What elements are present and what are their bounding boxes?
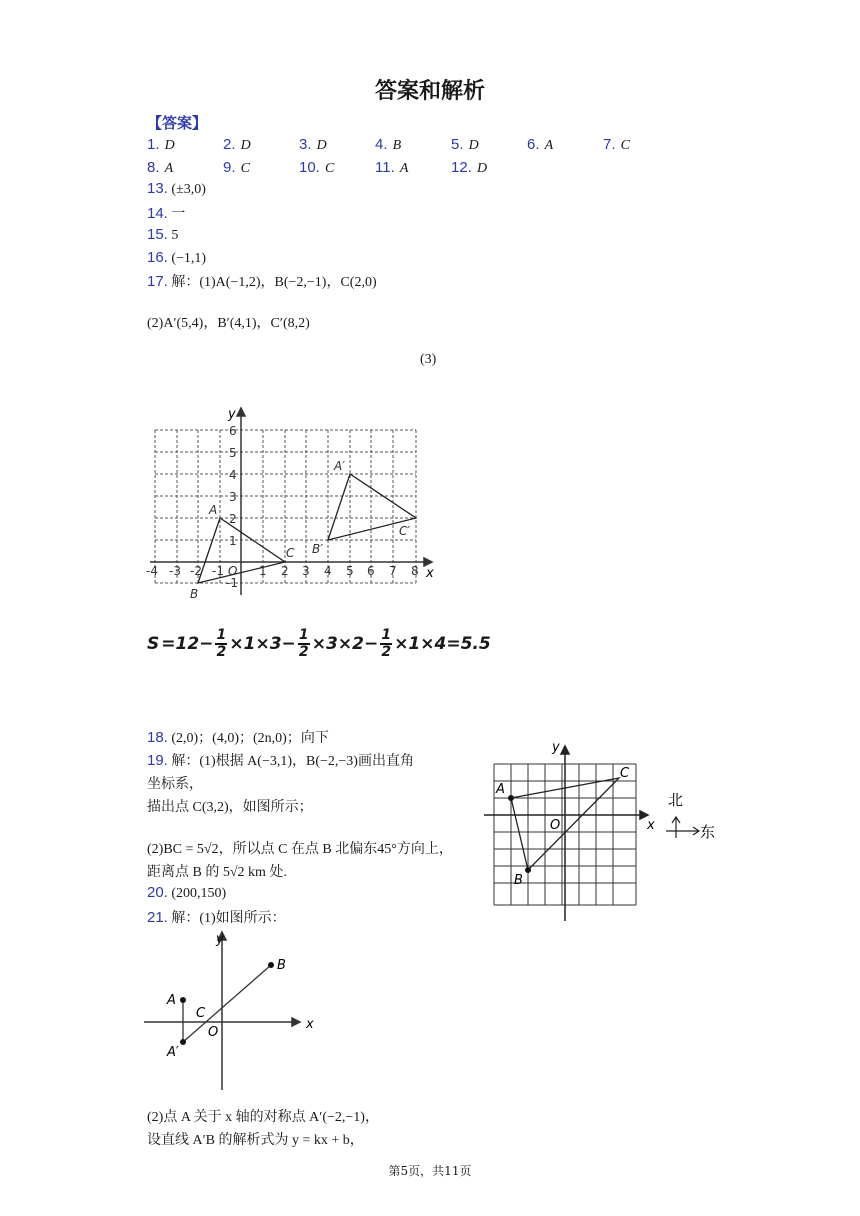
x-tick-labels bbox=[146, 564, 419, 578]
svg-text:C′: C′ bbox=[399, 524, 411, 538]
answer-heading: 【答案】 bbox=[147, 114, 208, 132]
answer-19-line4: (2)BC = 5√2，所以点 C 在点 B 北偏东45°方向上， bbox=[147, 842, 453, 857]
svg-text:C: C bbox=[196, 1006, 206, 1021]
svg-text:-1: -1 bbox=[226, 576, 238, 590]
compass-icon bbox=[666, 817, 699, 838]
segments bbox=[183, 965, 271, 1042]
svg-text:B: B bbox=[514, 873, 523, 888]
answer-21-part3: 设直线 A′B 的解析式为 y = kx + b， bbox=[147, 1133, 364, 1148]
answer-19: 19. 解：(1)根据 A(−3,1)，B(−2,−3)画出直角 bbox=[147, 752, 414, 769]
answer-16: 16. (−1,1) bbox=[147, 249, 207, 266]
point-a bbox=[508, 795, 514, 801]
fraction-half: $\frac{1}{2}$ bbox=[216, 627, 227, 660]
svg-text:A: A bbox=[496, 782, 505, 797]
answer-19-line3: 描出点 C(3,2)，如图所示； bbox=[147, 800, 313, 815]
svg-text:1: 1 bbox=[229, 534, 237, 548]
answer-item: 9. C bbox=[223, 159, 250, 176]
answer-17-part2: (2)A′(5,4)，B′(4,1)，C′(8,2) bbox=[147, 316, 310, 331]
answer-19-line2: 坐标系， bbox=[147, 777, 203, 792]
answer-item: 8. A bbox=[147, 159, 174, 176]
answer-item: 10. C bbox=[299, 159, 335, 176]
svg-text:y: y bbox=[216, 932, 224, 947]
svg-text:5: 5 bbox=[346, 564, 354, 578]
svg-text:2: 2 bbox=[229, 512, 237, 526]
svg-text:4: 4 bbox=[229, 468, 237, 482]
axes bbox=[144, 932, 300, 1090]
y-axis-label: y bbox=[228, 407, 236, 422]
svg-text:A′: A′ bbox=[334, 459, 345, 473]
svg-text:B: B bbox=[277, 958, 286, 973]
svg-text:1: 1 bbox=[259, 564, 267, 578]
answer-21: 21. 解：(1)如图所示： bbox=[147, 909, 286, 926]
answer-20: 20. (200,150) bbox=[147, 884, 227, 901]
svg-text:6: 6 bbox=[367, 564, 375, 578]
svg-text:A: A bbox=[209, 503, 218, 517]
page-footer: 第5页，共11页 bbox=[388, 1164, 472, 1178]
svg-text:5: 5 bbox=[229, 446, 237, 460]
figure-2-grid bbox=[480, 738, 725, 928]
svg-text:y: y bbox=[552, 740, 560, 755]
svg-text:B′: B′ bbox=[312, 542, 323, 556]
north-label: 北 bbox=[668, 791, 684, 809]
answer-21-part2: (2)点 A 关于 x 轴的对称点 A′(−2,−1)， bbox=[147, 1110, 379, 1125]
answer-item: 1. D bbox=[147, 136, 175, 153]
fraction-half: $\frac{1}{2}$ bbox=[381, 627, 392, 660]
answer-13: 13. (±3,0) bbox=[147, 180, 206, 197]
svg-text:4: 4 bbox=[324, 564, 332, 578]
svg-text:C: C bbox=[620, 766, 630, 781]
answer-item: 2. D bbox=[223, 136, 251, 153]
figure-3-axes bbox=[140, 928, 320, 1093]
answer-item: 4. B bbox=[375, 136, 402, 153]
svg-text:x: x bbox=[306, 1017, 314, 1032]
x-axis-label: x bbox=[426, 566, 434, 581]
svg-text:6: 6 bbox=[229, 424, 237, 438]
answer-18: 18. (2,0)；(4,0)；(2n,0)；向下 bbox=[147, 729, 329, 746]
answer-item: 6. A bbox=[527, 136, 554, 153]
point-labels bbox=[190, 459, 410, 601]
svg-text:3: 3 bbox=[229, 490, 237, 504]
svg-text:C: C bbox=[286, 546, 295, 560]
svg-text:3: 3 bbox=[302, 564, 310, 578]
answer-row-2 bbox=[147, 157, 527, 177]
svg-text:O: O bbox=[550, 818, 561, 833]
svg-text:x: x bbox=[647, 818, 655, 833]
svg-text:8: 8 bbox=[411, 564, 419, 578]
svg-text:-3: -3 bbox=[169, 564, 181, 578]
figure-1-coordinate-grid bbox=[140, 400, 440, 605]
answer-row-1 bbox=[147, 134, 679, 154]
answer-item: 12. D bbox=[451, 159, 488, 176]
point-b bbox=[525, 867, 531, 873]
grid-lines bbox=[155, 430, 416, 583]
point-a bbox=[180, 997, 186, 1003]
point-a-prime bbox=[180, 1039, 186, 1045]
answer-15: 15. 5 bbox=[147, 226, 179, 243]
svg-text:7: 7 bbox=[389, 564, 397, 578]
answer-item: 3. D bbox=[299, 136, 327, 153]
answer-item: 11. A bbox=[375, 159, 409, 176]
page-title: 答案和解析 bbox=[374, 79, 485, 104]
svg-text:-1: -1 bbox=[212, 564, 224, 578]
svg-text:O: O bbox=[208, 1025, 219, 1040]
svg-text:-2: -2 bbox=[190, 564, 202, 578]
svg-text:A′: A′ bbox=[167, 1045, 179, 1060]
answer-17: 17. 解：(1)A(−1,2)，B(−2,−1)，C(2,0) bbox=[147, 273, 377, 290]
svg-text:B: B bbox=[190, 587, 199, 601]
svg-text:A: A bbox=[167, 993, 176, 1008]
answer-14: 14. 一 bbox=[147, 205, 186, 222]
svg-text:2: 2 bbox=[281, 564, 289, 578]
area-formula: S =12− $\frac{1}{2}$ ×1×3− $\frac{1}{2}$ ×3×2− $\frac{1}{2}$ ×1×4=5.5 bbox=[147, 627, 491, 660]
point-b bbox=[268, 962, 274, 968]
answer-item: 5. D bbox=[451, 136, 479, 153]
svg-text:O: O bbox=[228, 564, 238, 578]
east-label: 东 bbox=[700, 823, 716, 841]
fraction-half: $\frac{1}{2}$ bbox=[298, 627, 309, 660]
answer-17-part3: (3) bbox=[420, 352, 437, 367]
answer-item: 7. C bbox=[603, 136, 630, 153]
answer-19-line5: 距离点 B 的 5√2 km 处. bbox=[147, 865, 287, 880]
svg-text:-4: -4 bbox=[146, 564, 158, 578]
